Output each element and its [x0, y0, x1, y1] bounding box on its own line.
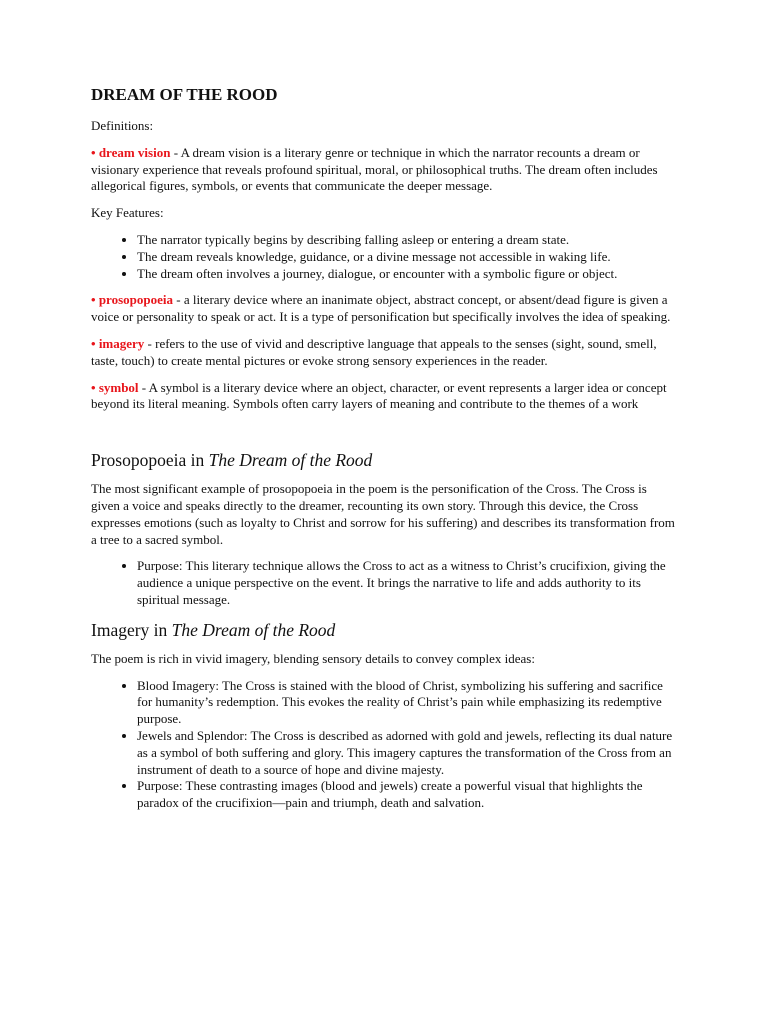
list-item: • The dream reveals knowledge, guidance, or a divine message not accessible in waking life. — [137, 249, 676, 266]
heading-prosopopoeia: Prosopopoeia in The Dream of the Rood — [91, 450, 373, 471]
term-symbol: • symbol — [91, 379, 139, 395]
definition-prosopopoeia: • prosopopoeia - a literary device where an inanimate object, abstract concept, or absent/dead figure is given a voice or personality to speak or act. It is a type of personification but specifically involves the idea of speaking. — [91, 292, 671, 325]
key-features-list — [91, 232, 676, 282]
list-item: • The dream often involves a journey, dialogue, or encounter with a symbolic figure or object. — [137, 266, 676, 283]
list-item: • Jewels and Splendor: The Cross is described as adorned with gold and jewels, reflecting its dual nature as a symbol of both suffering and glory. This imagery captures the transformation of the Cross from an instrument of death to a source of hope and divine majesty. — [137, 728, 676, 778]
term-imagery: • imagery — [91, 335, 145, 351]
definition-dream-vision: • dream vision - A dream vision is a literary genre or technique in which the narrator recounts a dream or visionary experience that reveals profound spiritual, moral, or philosophical truths. The dream often includes allegorical figures, symbols, or events that communicate the deeper message. — [91, 144, 658, 194]
prosopopoeia-list — [91, 558, 676, 608]
section-spacer — [91, 423, 676, 449]
definition-imagery: • imagery - refers to the use of vivid and descriptive language that appeals to the senses (sight, sound, smell, taste, touch) to create mental pictures or evoke strong sensory experiences in the reader. — [91, 335, 657, 368]
heading-imagery: Imagery in The Dream of the Rood — [91, 619, 336, 640]
term-prosopopoeia: • prosopopoeia — [91, 292, 173, 308]
list-item: • Purpose: This literary technique allows the Cross to act as a witness to Christ’s crucifixion, giving the audience a unique perspective on the event. It brings the narrative to life and adds authority to its spiritual message. — [137, 558, 676, 608]
definition-symbol: • symbol - A symbol is a literary device where an object, character, or event represents a larger idea or concept beyond its literal meaning. Symbols often carry layers of meaning and contribute to the themes of a work — [91, 379, 667, 412]
imagery-paragraph: The poem is rich in vivid imagery, blending sensory details to convey complex ideas: — [91, 650, 535, 666]
key-features-label: Key Features: — [91, 205, 164, 221]
document-title: DREAM OF THE ROOD — [91, 85, 278, 104]
definitions-label: Definitions: — [91, 118, 154, 133]
list-item: • Blood Imagery: The Cross is stained with the blood of Christ, symbolizing his suffering and sacrifice for humanity’s redemption. This evokes the reality of Christ’s pain while emphasizing its redemptive purpose. — [137, 678, 676, 728]
imagery-list — [91, 678, 676, 812]
prosopopoeia-paragraph: The most significant example of prosopopoeia in the poem is the personification of the Cross. The Cross is given a voice and speaks directly to the dreamer, recounting its own story. Through this device, the Cross expresses emotions (such as loyalty to Christ and sorrow for his suffering) and describes its transformation from a tree to a sacred symbol. — [91, 481, 675, 547]
list-item: • Purpose: These contrasting images (blood and jewels) create a powerful visual that highlights the paradox of the crucifixion—pain and triumph, death and salvation. — [137, 778, 676, 812]
term-dream-vision: • dream vision — [91, 144, 171, 160]
list-item: • The narrator typically begins by describing falling asleep or entering a dream state. — [137, 232, 676, 249]
